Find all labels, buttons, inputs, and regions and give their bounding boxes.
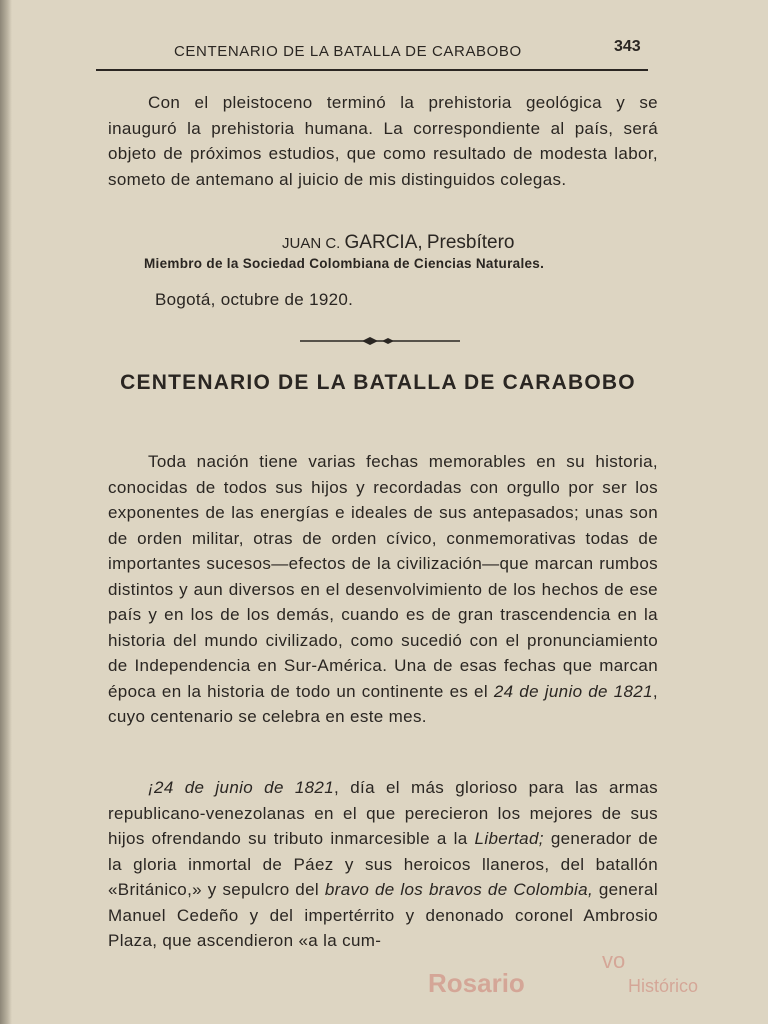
signature-initials: JUAN C. <box>282 235 341 252</box>
header-rule <box>96 69 648 71</box>
watermark-line-2: vo <box>602 948 626 973</box>
article-title: CENTENARIO DE LA BATALLA DE CARABOBO <box>120 371 636 394</box>
running-head: CENTENARIO DE LA BATALLA DE CARABOBO <box>174 43 522 60</box>
p2-libertad-italic: Libertad; <box>474 829 544 848</box>
p2-part-b: generador de la gloria inmortal de Páez y sus heroicos llaneros, del batallón «Británico,» y sepulcro del <box>108 829 659 899</box>
ornamental-divider-icon <box>300 334 460 348</box>
dateline: Bogotá, octubre de 1920. <box>155 290 354 309</box>
page-number: 343 <box>614 38 641 55</box>
p2-part-a: , día el más glorioso para las armas republicano-venezolanas en el que perecieron los mejores de sus hijos ofrendando su tributo inmarcesible a la <box>108 778 658 848</box>
signature-name <box>282 232 514 254</box>
p1-ending: , cuyo centenario se celebra en este mes. <box>108 681 658 726</box>
p2-part-c: general Manuel Cedeño y del impertérrito y denonado coronel Ambrosio Plaza, que ascendieron «a la cum- <box>108 880 658 950</box>
signature-affiliation: Miembro de la Sociedad Colombiana de Ciencias Naturales. <box>144 256 545 271</box>
p1-body: Toda nación tiene varias fechas memorables en su historia, conocidas de todos sus hijos y recordadas con orgullo por ser los exponentes de las energías e ideales de sus antepasados; unas son de orden militar, otras de orden cívico, conmemorativas todas de importantes sucesos—efectos de la civilización—que marcan rumbos distintos y aun diversos en el desenvolvimiento de los hechos de ese país y en los de los demás, cuando es de gran trascendencia en la historia del mundo civilizado, como sucedió con el pronunciamiento de Independencia en Sur-América. Una de esas fechas que marcan época en la historia de todo un continente es el <box>108 452 658 701</box>
watermark-line-1: Rosario <box>428 968 525 998</box>
p2-date-italic: ¡24 de junio de 1821 <box>148 778 335 797</box>
closing-paragraph: Con el pleistoceno terminó la prehistoria geológica y se inauguró la prehistoria humana. La correspondiente al país, será objeto de próximos estudios, que como resultado de modesta labor, someto de antemano al juicio de mis distinguidos colegas. <box>108 93 658 189</box>
article-paragraph-1 <box>108 449 658 730</box>
watermark-line-3: Histórico <box>628 976 699 996</box>
p2-bravo-italic: bravo de los bravos de Colombia, <box>324 880 594 899</box>
signature-surname: GARCIA, <box>344 232 423 253</box>
p1-date-italic: 24 de junio de 1821 <box>493 681 653 701</box>
article-paragraph-2 <box>108 775 658 954</box>
signature-title: Presbítero <box>426 232 515 253</box>
